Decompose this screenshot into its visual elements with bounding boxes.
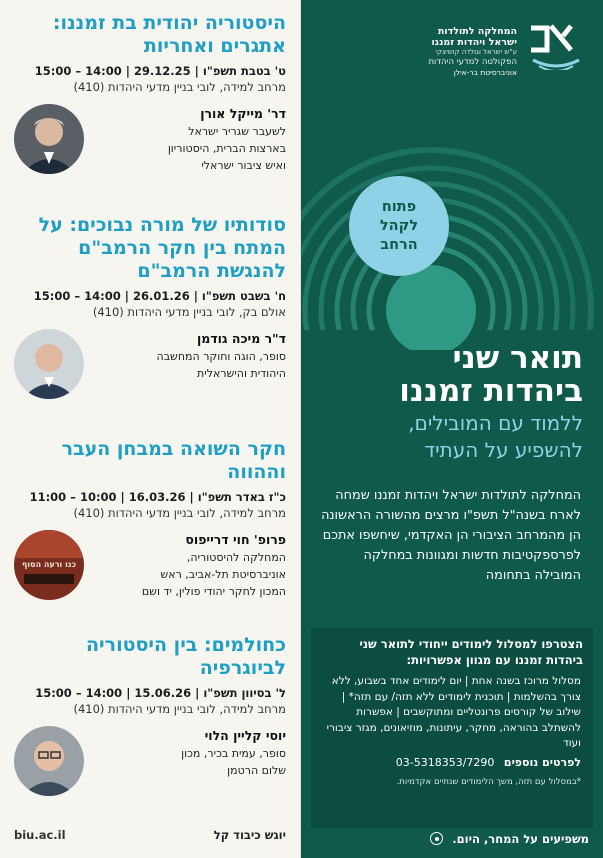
open-to-public-badge — [349, 176, 449, 276]
speaker-bio-line: היהודית והישראלית — [197, 367, 286, 380]
logo-line: ישראל ויהדות זמננו — [431, 37, 517, 48]
speaker-bio-line: ואיש ציבור ישראלי — [201, 159, 286, 172]
speaker-name: יוסי קליין הלוי — [204, 728, 286, 743]
speaker-photo — [14, 726, 84, 796]
speaker-bio-line: שלום הרטמן — [227, 764, 286, 777]
program-details: מסלול מרוכז בשנה אחת | יום לימודים אחד בשבוע, ללא צורך בהשלמות | תוכנית לימודים ללא תזה/ עם תזה* | שילוב של קורסים פרונטליים ומתוקשבים | אפשרות להשתלב בהוראה, מחקר, עיתונות, מוזיאונים, מגזר ציבורי ועוד — [326, 675, 581, 749]
lecture-2 — [14, 214, 286, 407]
program-heading-line: הצטרפו למסלול לימודים ייחודי לתואר שני — [359, 637, 583, 651]
contact-line — [311, 752, 593, 769]
speaker-bio — [96, 549, 286, 600]
program-info-box — [311, 628, 593, 828]
lecture-title: סודותיו של מורה נבוכים: על המתח בין חקר הרמב"ם להנגשת הרמב"ם — [38, 214, 286, 282]
promo-panel — [301, 0, 603, 858]
slogan-text: משפיעים על המחר, היום. — [452, 832, 589, 846]
book-cover-image — [14, 530, 84, 600]
speaker-bio-line: לשעבר שגריר ישראל — [188, 125, 286, 138]
logo-text — [342, 26, 517, 78]
speaker-bio — [96, 348, 286, 382]
headline-line: ביהדות זמננו — [399, 373, 583, 409]
logo-line: אוניברסיטת בר-אילן — [453, 68, 517, 77]
refreshments-note: יוגש כיבוד קל — [213, 828, 286, 842]
lecture-4 — [14, 634, 286, 804]
logo-line: המחלקה לתולדות — [437, 26, 517, 37]
logo-line: ע"ש ישראל וגולדה קושיצקי — [435, 48, 517, 56]
more-info-label: לפרטים נוספים — [503, 755, 581, 769]
badge-line: פתוח — [381, 198, 417, 215]
university-logo — [335, 20, 585, 80]
speaker-bio-line: סופר, עמית בכיר, מכון — [181, 747, 286, 760]
badge-line: הרחב — [380, 236, 418, 253]
lecture-datetime: ל' בסיוון תשפ"ו | 15.06.26 | 14:00 – 15:00 — [35, 686, 286, 700]
speaker-name: פרופ' חוי דרייפוס — [185, 532, 286, 547]
speaker-bio-line: המכון לחקר יהודי פולין, יד ושם — [141, 585, 286, 598]
subheadline-line: להשפיע על העתיד — [424, 438, 583, 462]
speaker-bio-line: בארצות הברית, היסטוריון — [167, 142, 286, 155]
speaker-bio-line: המחלקה להיסטוריה, — [186, 551, 286, 564]
lecture-title: כחולמים: בין היסטוריה לביוגרפיה — [85, 634, 286, 679]
decorative-rings — [301, 120, 603, 350]
slogan-footer — [319, 828, 589, 844]
lecture-datetime: ט' בטבת תשפ"ו | 29.12.25 | 14:00 – 15:00 — [34, 64, 286, 78]
lecture-3 — [14, 438, 286, 608]
speaker-block — [14, 726, 286, 804]
program-heading — [311, 628, 593, 668]
book-cover-title: כנו ורעה הסוף — [22, 560, 76, 569]
lecture-title: היסטוריה יהודית בת זמננו: אתגרים ואחריות — [52, 12, 286, 57]
lecture-datetime: כ"ז באדר תשפ"ו | 16.03.26 | 10:00 – 11:00 — [29, 490, 286, 504]
subheadline-line: ללמוד עם המובילים, — [408, 411, 583, 435]
thesis-note: *במסלול עם תזה, משך הלימודים שנתיים אקדמיות. — [396, 776, 581, 787]
lecture-title: חקר השואה במבחן העבר וההווה — [61, 438, 286, 483]
lecture-location: מרחב למידה, לובי בניין מדעי היהדות (410) — [73, 702, 286, 716]
lecture-column — [0, 0, 301, 858]
speaker-bio-line: אוניברסיטת תל-אביב, ראש — [160, 568, 286, 581]
speaker-photo — [14, 104, 84, 174]
logo-line: הפקולטה למדעי היהדות — [428, 57, 517, 67]
speaker-text — [96, 106, 286, 174]
headline — [313, 342, 583, 462]
lecture-location: מרחב למידה, לובי בניין מדעי היהדות (410) — [73, 506, 286, 520]
left-footer — [14, 828, 286, 844]
speaker-bio-line: סופר, הוגה וחוקר המחשבה — [156, 350, 286, 363]
speaker-block — [14, 530, 286, 608]
website-link[interactable]: biu.ac.il — [14, 828, 66, 842]
program-heading-line: ביהדות זמננו עם מגוון אפשרויות: — [406, 653, 583, 667]
logo-mark-icon — [527, 20, 585, 70]
intro-paragraph: המחלקה לתולדות ישראל ויהדות זמננו שמחה לארח בשנה"ל תשפ"ו מרצים מהשורה הראשונה הן מהמרחב הציבורי הן האקדמי, שיחשפו אתכם לפרספקטיבות חדשות ומגוונות במחלקה המובילה בתחומה — [321, 488, 581, 583]
lecture-datetime: ח' בשבט תשפ"ו | 26.01.26 | 14:00 – 15:00 — [33, 289, 286, 303]
speaker-bio — [96, 745, 286, 779]
lecture-location: אולם בק, לובי בניין מדעי היהדות (410) — [92, 305, 286, 319]
headline-line: תואר שני — [452, 340, 583, 376]
speaker-name: דר' מייקל אורן — [200, 106, 286, 121]
lecture-location: מרחב למידה, לובי בניין מדעי היהדות (410) — [73, 80, 286, 94]
speaker-block — [14, 104, 286, 182]
badge-line: לקהל — [379, 217, 419, 234]
speaker-name: ד"ר מיכה גודמן — [196, 331, 286, 346]
phone-number[interactable]: 03-5318353/7290 — [395, 755, 495, 769]
speaker-text — [96, 728, 286, 779]
speaker-photo — [14, 329, 84, 399]
speaker-bio — [96, 123, 286, 174]
lecture-1 — [14, 12, 286, 182]
speaker-text — [96, 532, 286, 600]
speaker-text — [96, 331, 286, 382]
speaker-block — [14, 329, 286, 407]
target-icon — [430, 832, 443, 845]
